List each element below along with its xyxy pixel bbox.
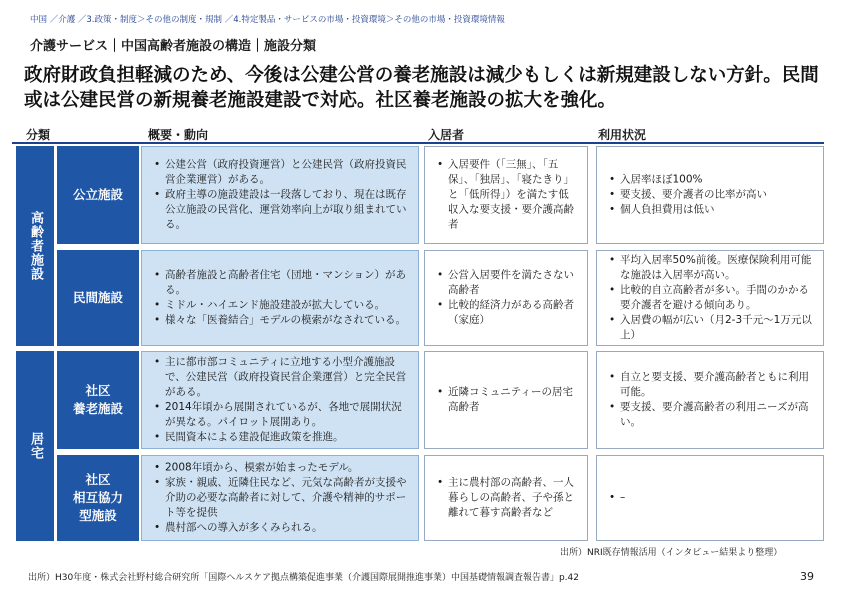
source-note: 出所）NRI既存情報活用（インタビュー結果より整理） (560, 548, 783, 558)
list-item: • 2008年頃から、模索が始まったモデル。 (152, 461, 410, 476)
list-item: • 高齢者施設と高齢者住宅（団地・マンション）がある。 (152, 268, 410, 298)
list-item: • 平均入居率50%前後。医療保険利用可能な施設は入居率が高い。 (607, 253, 815, 283)
row-label-community-mutual: 社区 相互協力 型施設 (57, 455, 139, 541)
usage-community-mutual (596, 455, 824, 541)
header-divider (12, 142, 824, 144)
list-item: • 民間資本による建設促進政策を推進。 (152, 430, 410, 445)
overview-private (141, 250, 419, 346)
list-item: • 政府主導の施設建設は一段落しており、現在は既存公立施設の民営化、運営効率向上が取り組まれている。 (152, 188, 410, 233)
breadcrumb: 中国 ／介護 ／3.政策・制度＞その他の制度・規制 ／4.特定製品・サービスの市場・投資環境＞その他の市場・投資環境情報 (30, 15, 505, 25)
list-item: • 主に都市部コミュニティに立地する小型介護施設で、公建民営（政府投資民営企業運営）と完全民営がある。 (152, 355, 410, 400)
list-item: • 公営入居要件を満たさない高齢者 (435, 268, 579, 298)
list-item: • 要支援、要介護高齢者の利用ニーズが高い。 (607, 400, 815, 430)
list-item: • ミドル・ハイエンド施設建設が拡大している。 (152, 298, 410, 313)
overview-community-care (141, 351, 419, 449)
list-item: • 2014年頃から展開されているが、各地で展開状況が異なる。パイロット展開あり。 (152, 400, 410, 430)
list-item: • 入居要件（「三無」、「五保」、「独居」、「寝たきり」と「低所得」）を満たす低収入な要支援・要介護高齢者 (435, 158, 579, 233)
list-item: • 公建公営（政府投資運営）と公建民営（政府投資民営企業運営）がある。 (152, 158, 410, 188)
header-overview: 概要・動向 (148, 128, 209, 142)
list-item: • 農村部への導入が多くみられる。 (152, 521, 410, 536)
overview-public (141, 146, 419, 244)
list-item: • 様々な「医養結合」モデルの模索がなされている。 (152, 313, 410, 328)
usage-private (596, 250, 824, 346)
list-item: • 入居率ほぼ100% (607, 173, 815, 188)
usage-community-care (596, 351, 824, 449)
list-item: • 比較的経済力がある高齢者（家庭） (435, 298, 579, 328)
footer-source: 出所）H30年度・株式会社野村総合研究所「国際ヘルスケア拠点構築促進事業（介護国際展開推進事業）中国基礎情報調査報告書」p.42 (28, 573, 579, 583)
page-number: 39 (800, 570, 814, 583)
list-item: • 個人負担費用は低い (607, 203, 815, 218)
list-item: • 比較的自立高齢者が多い。手間のかかる要介護者を避ける傾向あり。 (607, 283, 815, 313)
row-label-public: 公立施設 (57, 146, 139, 244)
header-residents: 入居者 (428, 128, 465, 142)
page-subtitle: 介護サービス｜中国高齢者施設の構造｜施設分類 (30, 39, 317, 54)
overview-community-mutual (141, 455, 419, 541)
residents-private (424, 250, 588, 346)
list-item: • 入居費の幅が広い（月2‐3千元～1万元以上） (607, 313, 815, 343)
header-category: 分類 (26, 128, 51, 142)
list-item: • 要支援、要介護者の比率が高い (607, 188, 815, 203)
list-item: • 自立と要支援、要介護高齢者ともに利用可能。 (607, 370, 815, 400)
category-home: 居宅 (16, 351, 54, 541)
row-label-community-care: 社区 養老施設 (57, 351, 139, 449)
residents-community-mutual (424, 455, 588, 541)
category-facility: 高齢者施設 (16, 146, 54, 346)
row-label-private: 民間施設 (57, 250, 139, 346)
list-item: • 主に農村部の高齢者、一人暮らしの高齢者、子や孫と離れて暮す高齢者など (435, 476, 579, 521)
header-usage: 利用状況 (598, 128, 647, 142)
list-item: • – (607, 491, 815, 506)
usage-public (596, 146, 824, 244)
page-headline: 政府財政負担軽減のため、今後は公建公営の養老施設は減少もしくは新規建設しない方針。民間或は公建民営の新規養老施設建設で対応。社区養老施設の拡大を強化。 (24, 65, 819, 111)
list-item: • 家族・親戚、近隣住民など、元気な高齢者が支援や介助の必要な高齢者に対して、介護や精神的サポート等を提供 (152, 476, 410, 521)
list-item: • 近隣コミュニティーの居宅高齢者 (435, 385, 579, 415)
residents-community-care (424, 351, 588, 449)
residents-public (424, 146, 588, 244)
